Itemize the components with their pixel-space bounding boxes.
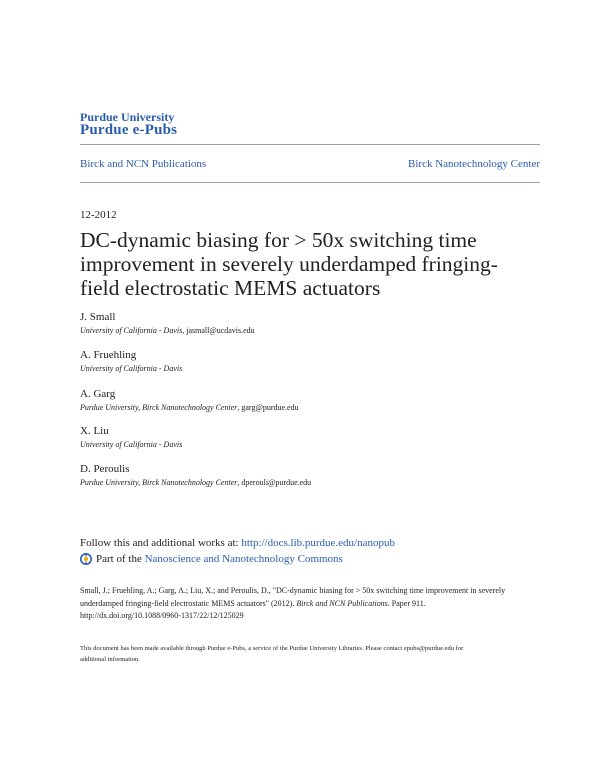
nanoscience-commons-link[interactable]: Nanoscience and Nanotechnology Commons: [144, 553, 343, 565]
follow-line: [80, 537, 395, 549]
author-affiliation: Purdue University, Birck Nanotechnology Center, dperouli@purdue.edu: [80, 478, 312, 487]
birck-ncn-publications-link[interactable]: Birck and NCN Publications: [80, 158, 207, 170]
availability-notice: [80, 644, 530, 665]
author-name: J. Small: [80, 311, 116, 323]
paper-title: DC-dynamic biasing for > 50x switching time improvement in severely underdamped fringing-field electrostatic MEMS actuators: [80, 228, 498, 300]
author-affiliation: [80, 440, 182, 449]
doi-link[interactable]: http://dx.doi.org/10.1088/0960-1317/22/12/125029: [80, 611, 244, 620]
nanopub-url-link[interactable]: http://docs.lib.purdue.edu/nanopub: [241, 537, 396, 549]
part-of-text: Part of the: [96, 553, 145, 565]
birck-nanotechnology-center-link[interactable]: Birck Nanotechnology Center: [408, 158, 540, 170]
recommended-citation: [80, 585, 530, 623]
affiliation-text: Purdue University, Birck Nanotechnology Center: [80, 403, 238, 412]
affiliation-text: Purdue University, Birck Nanotechnology Center: [80, 478, 238, 487]
publication-date: 12-2012: [80, 209, 117, 221]
affiliation-text: University of California - Davis: [80, 364, 183, 373]
author-name: A. Fruehling: [80, 349, 137, 361]
author-name: X. Liu: [80, 425, 109, 437]
follow-text: Follow this and additional works at:: [80, 537, 242, 549]
network-commons-icon: [80, 553, 92, 568]
author-email[interactable]: jasmall@ucdavis.edu: [186, 326, 255, 335]
journal-name: Birck and NCN Publications: [296, 598, 388, 608]
author-affiliation: [80, 364, 182, 373]
notice-line: additional information.: [80, 655, 140, 663]
author-email[interactable]: garg@purdue.edu: [241, 403, 299, 412]
author-email[interactable]: dperouli@purdue.edu: [241, 478, 312, 487]
citation-line: underdamped fringing-field electrostatic MEMS actuators" (2012). Birck and NCN Publications. Paper 911.: [80, 598, 426, 608]
author-name: D. Peroulis: [80, 463, 130, 475]
affiliation-text: University of California - Davis: [80, 440, 183, 449]
nav-divider: [80, 182, 540, 183]
university-name[interactable]: Purdue University: [80, 110, 175, 124]
repository-name[interactable]: Purdue e-Pubs: [80, 122, 178, 138]
author-affiliation: University of California - Davis, jasmall@ucdavis.edu: [80, 326, 255, 335]
header-divider: [80, 144, 540, 145]
author-affiliation: Purdue University, Birck Nanotechnology Center, garg@purdue.edu: [80, 403, 299, 412]
author-name: A. Garg: [80, 388, 116, 400]
notice-line: This document has been made available through Purdue e-Pubs, a service of the Purdue University Libraries. Please contact epubs@purdue.edu for: [80, 645, 464, 652]
affiliation-text: University of California - Davis: [80, 326, 183, 335]
citation-line: Small, J.; Fruehling, A.; Garg, A.; Liu, X.; and Peroulis, D., "DC-dynamic biasing for > 50x switching time improvement in severely: [80, 586, 506, 595]
part-of-line: [80, 553, 343, 568]
